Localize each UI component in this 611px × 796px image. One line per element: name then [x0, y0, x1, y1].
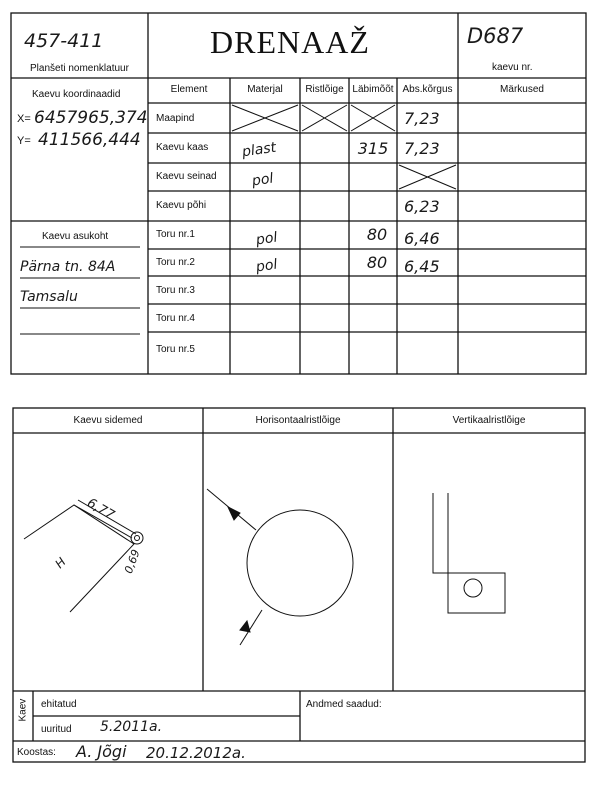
row-element-label: Toru nr.1 — [156, 229, 195, 240]
connections-panel-title: Kaevu sidemed — [73, 415, 143, 426]
row-material-value: pol — [250, 170, 275, 190]
row-element-label: Toru nr.5 — [156, 344, 195, 355]
well-number-label: kaevu nr. — [492, 62, 533, 73]
row-abs-height-value: 6,23 — [404, 197, 440, 216]
col-header-diameter: Läbimõõt — [352, 84, 394, 95]
row-abs-height-value: 7,23 — [404, 109, 440, 128]
col-header-material: Materjal — [247, 84, 283, 95]
row-element-label: Toru nr.3 — [156, 285, 195, 296]
col-header-abs-height: Abs.kõrgus — [402, 84, 453, 95]
row-abs-height-value: 6,45 — [404, 257, 440, 276]
height-marker-label: H — [52, 554, 69, 572]
horizontal-section — [207, 489, 353, 645]
col-header-notes: Märkused — [500, 84, 544, 95]
col-header-cross-section: Ristlõige — [305, 84, 344, 95]
col-header-element: Element — [170, 84, 208, 95]
horizontal-section-title: Horisontaalristlõige — [255, 415, 341, 426]
coordinates-label: Kaevu koordinaadid — [32, 89, 121, 100]
sheet-nomenclature-label: Planšeti nomenklatuur — [30, 63, 129, 74]
built-label: ehitatud — [41, 699, 77, 710]
coordinate-y-value: 411566,444 — [38, 130, 141, 150]
connections-sketch — [24, 500, 143, 612]
coordinate-x-prefix: X= — [17, 113, 31, 125]
row-element-label: Toru nr.2 — [156, 257, 195, 268]
row-diameter-value: 80 — [366, 253, 388, 272]
row-element-label: Toru nr.4 — [156, 313, 195, 324]
well-number-value: D687 — [467, 24, 524, 48]
coordinate-y-prefix: Y= — [17, 135, 31, 147]
sheet-nomenclature-value: 457-411 — [24, 30, 104, 52]
row-material-value: plast — [241, 139, 278, 161]
row-abs-height-value: 6,46 — [404, 229, 440, 248]
location-town: Tamsalu — [20, 289, 78, 305]
row-diameter-value: 80 — [366, 225, 388, 244]
well-side-label: Kaev — [17, 698, 29, 722]
row-element-label: Kaevu kaas — [156, 142, 209, 153]
row-material-value: pol — [254, 256, 279, 276]
composed-by-label: Koostas: — [17, 747, 56, 758]
dimension-b-label: 0,69 — [121, 547, 143, 576]
row-abs-height-value: 7,23 — [404, 139, 440, 158]
composed-date: 20.12.2012a. — [146, 744, 246, 762]
vertical-section — [433, 493, 505, 613]
data-received-label: Andmed saadud: — [306, 699, 382, 710]
row-element-label: Maapind — [156, 113, 195, 124]
dimension-a-label: 6,77 — [84, 495, 117, 524]
location-street: Pärna tn. 84A — [20, 259, 116, 275]
vertical-section-title: Vertikaalristlõige — [452, 415, 526, 426]
surveyed-date: 5.2011a. — [100, 719, 163, 735]
row-element-label: Kaevu seinad — [156, 171, 217, 182]
row-diameter-value: 315 — [357, 139, 389, 158]
surveyed-label: uuritud — [41, 724, 72, 735]
coordinate-x-value: 6457965,374 — [34, 108, 148, 128]
row-material-value: pol — [254, 229, 279, 249]
form-title: DRENAAŽ — [210, 24, 370, 60]
location-label: Kaevu asukoht — [42, 231, 109, 242]
composed-by-signature: A. Jõgi — [76, 742, 127, 761]
row-element-label: Kaevu põhi — [156, 200, 207, 211]
